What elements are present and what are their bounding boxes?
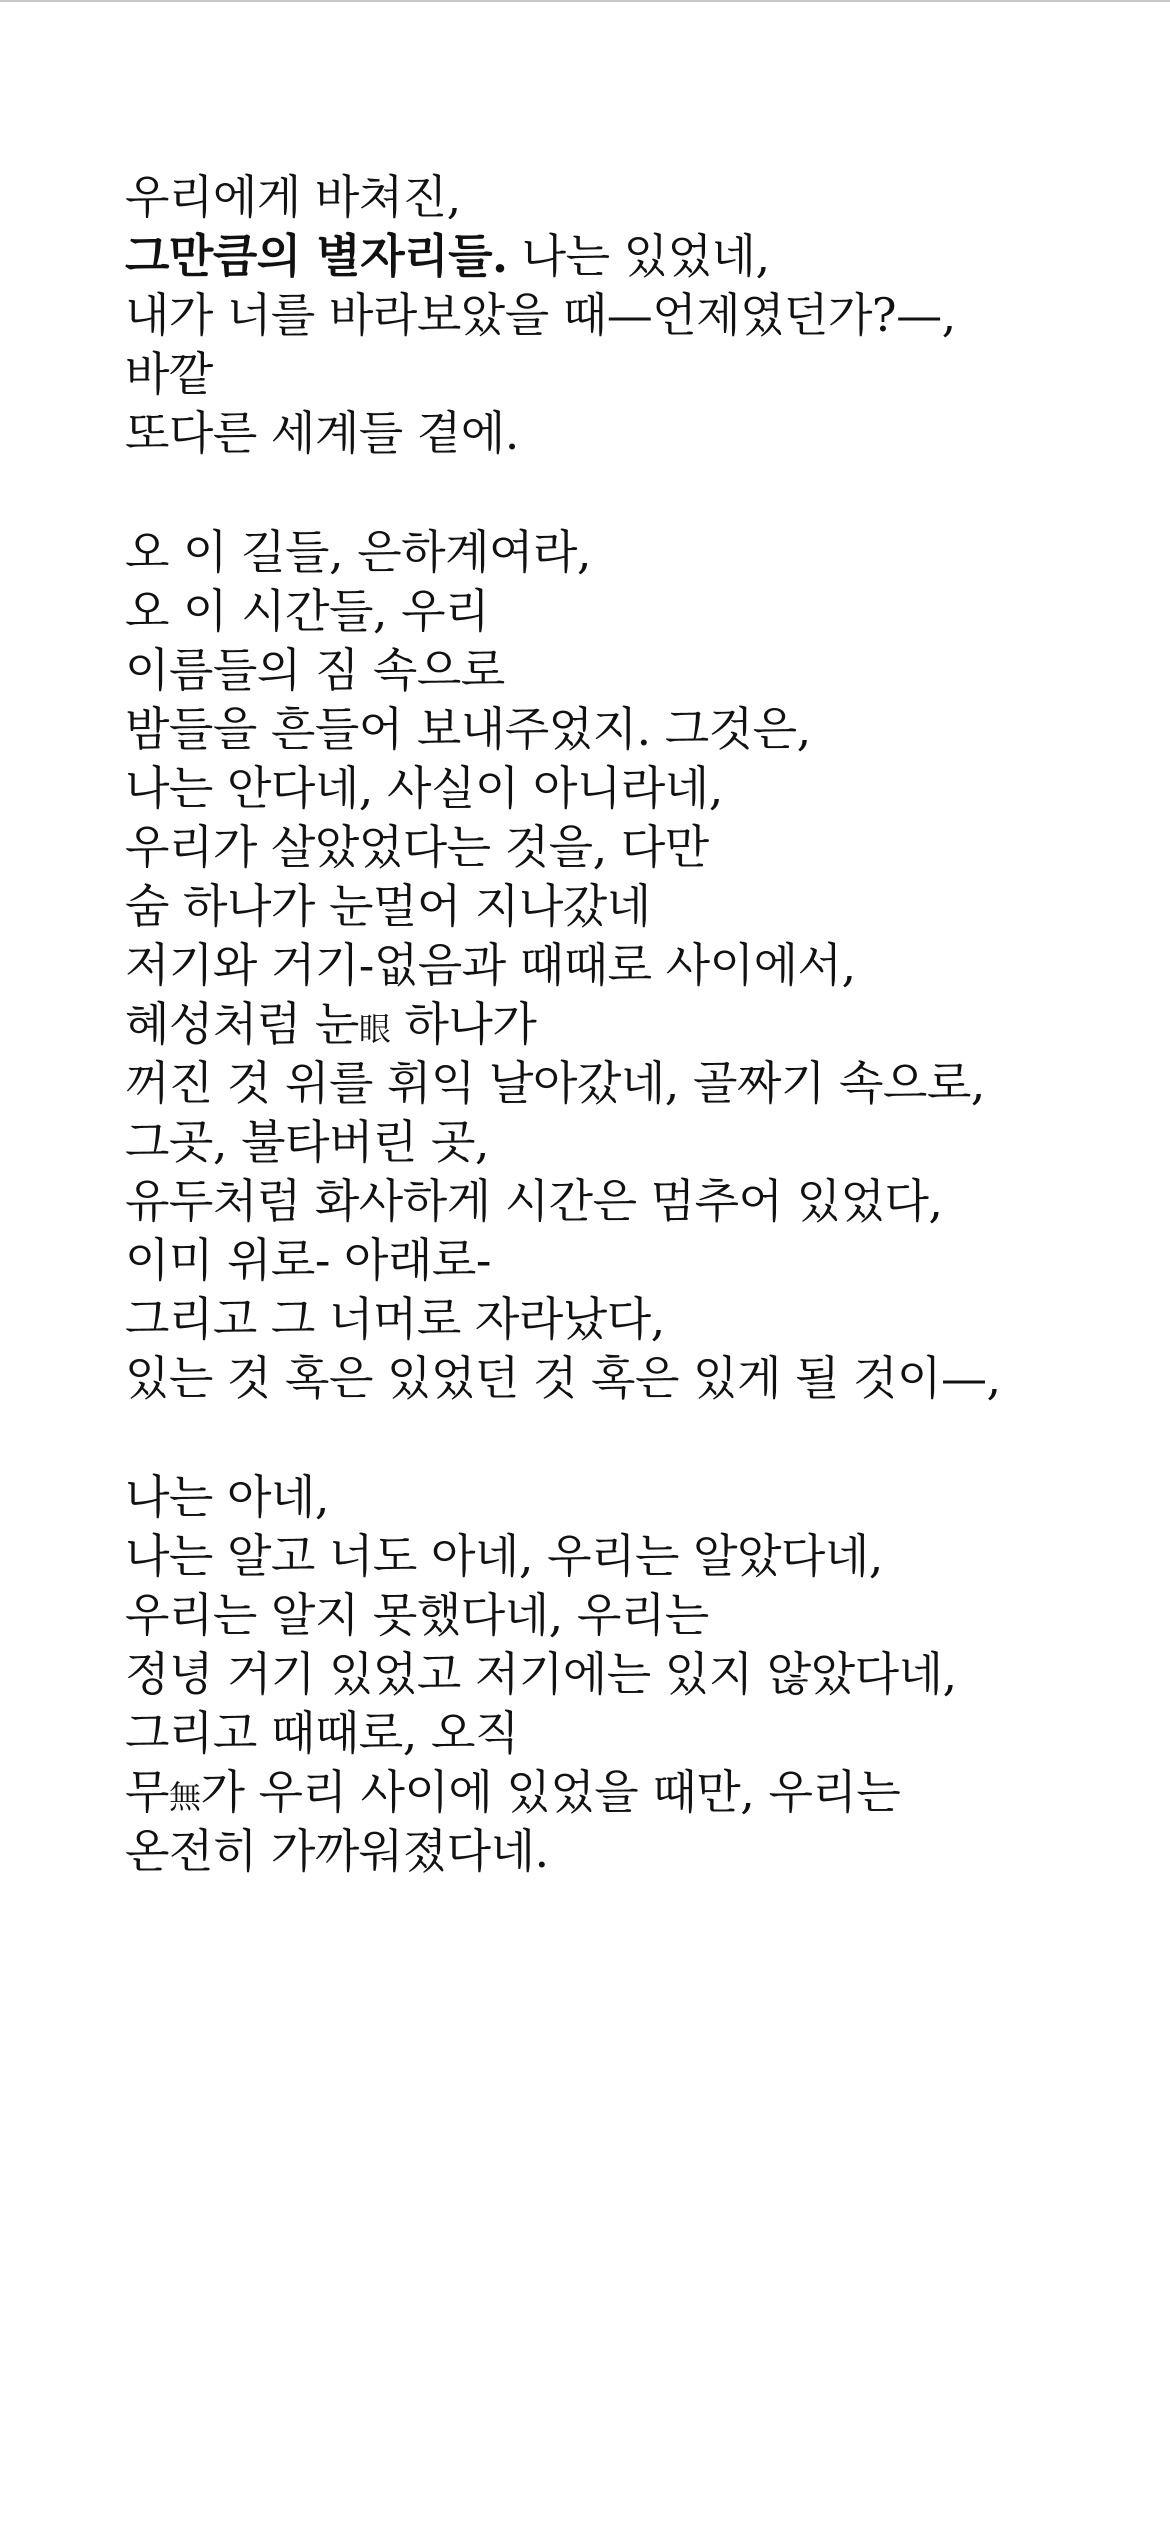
hanja-gloss: 無	[168, 1778, 201, 1816]
poem-line	[125, 995, 1125, 1054]
hanja-gloss: 眼	[358, 1010, 391, 1048]
poem-line: 나는 안다네, 사실이 아니라네,	[125, 761, 723, 815]
stanza-3	[125, 1468, 1125, 1881]
poem-line: 우리는 알지 못했다네, 우리는	[125, 1588, 709, 1642]
poem-line: 내가 너를 바라보았을 때—언제였던가?—,	[125, 288, 956, 342]
poem-line: 밤들을 흔들어 보내주었지. 그것은,	[125, 702, 811, 756]
poem-line: 오 이 시간들, 우리	[125, 584, 490, 638]
poem-line: 정녕 거기 있었고 저기에는 있지 않았다네,	[125, 1647, 957, 1701]
poem-line: 숨 하나가 눈멀어 지나갔네	[125, 879, 651, 933]
poem-line	[125, 227, 1125, 286]
poem-line: 나는 알고 너도 아네, 우리는 알았다네,	[125, 1529, 883, 1583]
poem-line: 또다른 세계들 곁에.	[125, 406, 519, 460]
poem-line: 바깥	[125, 347, 213, 401]
poem-line: 그리고 때때로, 오직	[125, 1706, 519, 1760]
poem-line: 이미 위로- 아래로-	[125, 1233, 491, 1287]
stanza-2	[125, 523, 1125, 1408]
line-text: 하나가	[390, 997, 537, 1051]
poem	[125, 168, 1125, 1941]
top-border	[0, 0, 1170, 2]
poem-line	[125, 1763, 1125, 1822]
poem-line: 그리고 그 너머로 자라났다,	[125, 1292, 665, 1346]
line-text: 나는 있었네,	[507, 229, 770, 283]
emphasized-text: 그만큼의 별자리들.	[125, 229, 508, 283]
line-text: 혜성처럼 눈	[125, 997, 359, 1051]
line-text: 무	[125, 1765, 169, 1819]
poem-line: 우리가 살았었다는 것을, 다만	[125, 820, 709, 874]
poem-line: 오 이 길들, 은하계여라,	[125, 525, 592, 579]
poem-line: 온전히 가까워졌다네.	[125, 1824, 549, 1878]
poem-line: 우리에게 바쳐진,	[125, 170, 461, 224]
poem-line: 저기와 거기-없음과 때때로 사이에서,	[125, 938, 856, 992]
poem-line: 나는 아네,	[125, 1470, 329, 1524]
stanza-1	[125, 168, 1125, 463]
poem-line: 유두처럼 화사하게 시간은 멈추어 있었다,	[125, 1174, 943, 1228]
poem-line: 꺼진 것 위를 휘익 날아갔네, 골짜기 속으로,	[125, 1056, 985, 1110]
poem-line: 이름들의 짐 속으로	[125, 643, 505, 697]
line-text: 가 우리 사이에 있었을 때만, 우리는	[200, 1765, 901, 1819]
poem-line: 그곳, 불타버린 곳,	[125, 1115, 490, 1169]
poem-line: 있는 것 혹은 있었던 것 혹은 있게 될 것이—,	[125, 1351, 1001, 1405]
